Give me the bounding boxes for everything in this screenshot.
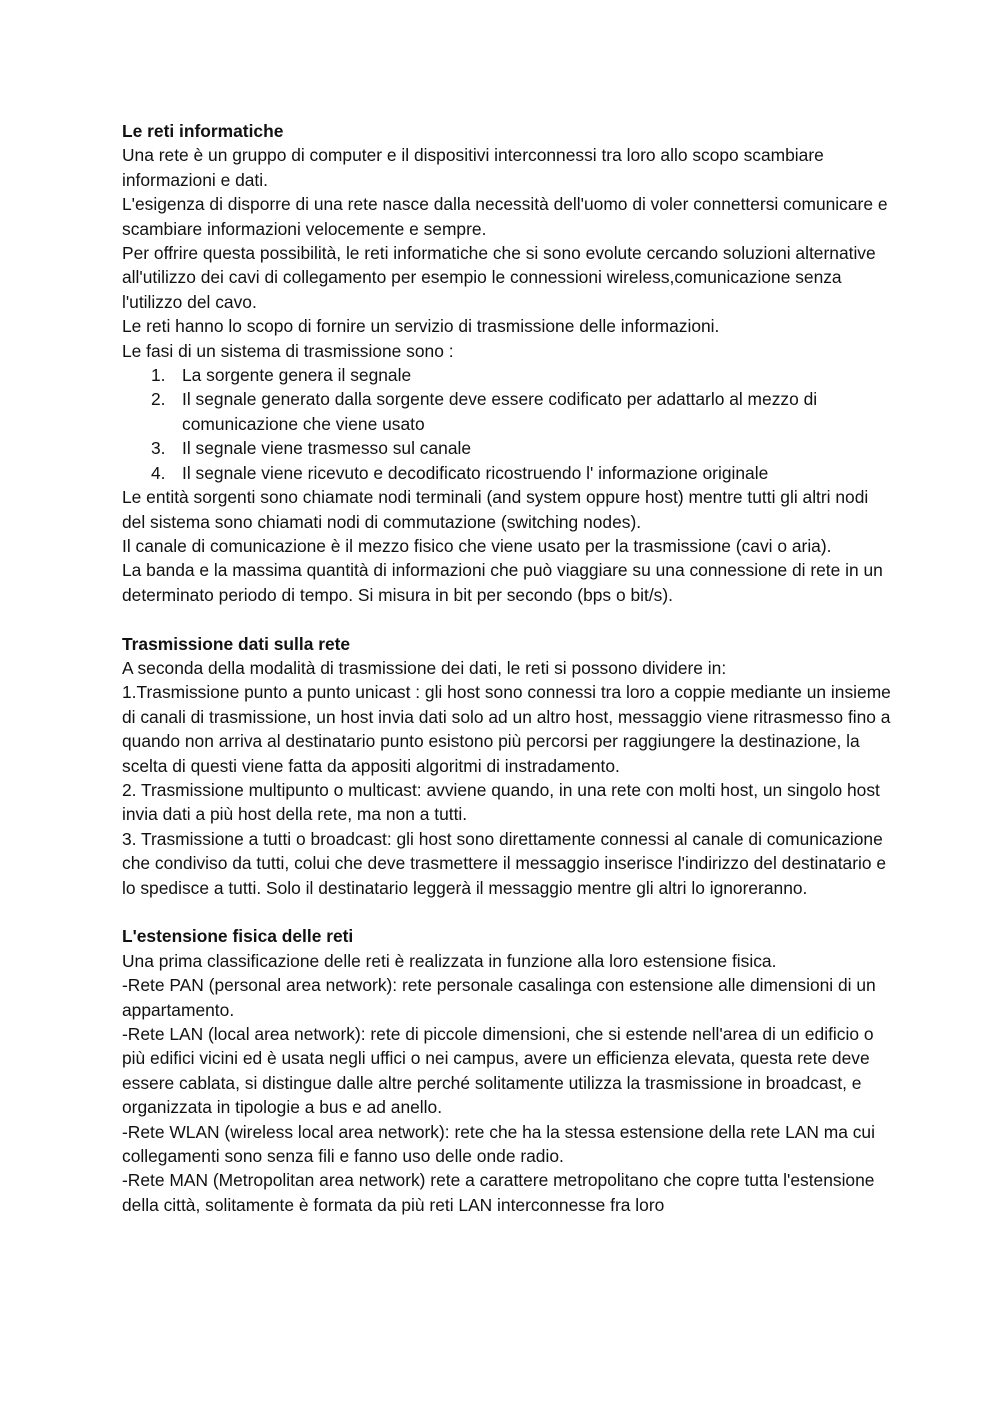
list-item (122, 461, 892, 485)
paragraph: 1.Trasmissione punto a punto unicast : gli host sono connessi tra loro a coppie mediante un insieme di canali di trasmissione, un host invia dati solo ad un altro host, messaggio viene ritrasmesso fino a quando non arriva al destinatario punto esistono più percorsi per raggiungere la destinazione, la scelta di questi viene fatta da appositi algoritmi di instradamento. (122, 682, 891, 776)
paragraph: 2. Trasmissione multipunto o multicast: avviene quando, in una rete con molti host, un singolo host invia dati a più host della rete, ma non a tutti. (122, 779, 880, 825)
paragraph: 3. Trasmissione a tutti o broadcast: gli host sono direttamente connessi al canale di comunicazione che condiviso da tutti, colui che deve trasmettere il messaggio inserisce l'indirizzo del destinatario e lo spedisce a tutti. Solo il destinatario leggerà il messaggio mentre gli altri lo ignoreranno. (122, 828, 887, 898)
list-item (122, 436, 892, 460)
paragraph: -Rete MAN (Metropolitan area network) rete a carattere metropolitano che copre tutta l'estensione della città, solitamente è formata da più reti LAN interconnesse fra loro (122, 1170, 875, 1215)
list-item (122, 363, 892, 387)
paragraph: Le reti hanno lo scopo di fornire un servizio di trasmissione delle informazioni. (122, 316, 720, 337)
list-item-number: 2. (151, 389, 166, 410)
transmission-steps-list (122, 363, 892, 485)
section-spacer (122, 607, 892, 631)
section-heading-estensione-fisica: L'estensione fisica delle reti (122, 926, 354, 947)
list-item (122, 387, 892, 436)
paragraph: Il canale di comunicazione è il mezzo fisico che viene usato per la trasmissione (cavi o aria). (122, 535, 832, 556)
paragraph: Per offrire questa possibilità, le reti informatiche che si sono evolute cercando soluzioni alternative all'utilizzo dei cavi di collegamento per esempio le connessioni wireless,comunicazione senza l'utilizzo del cavo. (122, 243, 876, 312)
list-item-text: La sorgente genera il segnale (182, 365, 412, 386)
list-item-number: 3. (151, 438, 166, 459)
document-page (122, 119, 892, 1217)
paragraph: A seconda della modalità di trasmissione dei dati, le reti si possono dividere in: (122, 657, 727, 678)
paragraph: -Rete LAN (local area network): rete di piccole dimensioni, che si estende nell'area di un edificio o più edifici vicini ed è usata negli uffici o nei campus, avere un efficienza elevata, questa rete deve essere cablata, si distingue dalle altre perché solitamente utilizza la trasmissione in broadcast, e organizzata in tipologie a bus e ad anello. (122, 1024, 874, 1118)
paragraph: L'esigenza di disporre di una rete nasce dalla necessità dell'uomo di voler connettersi comunicare e scambiare informazioni velocemente e sempre. (122, 194, 888, 239)
list-item-number: 1. (151, 365, 166, 386)
section-heading-trasmissione-dati: Trasmissione dati sulla rete (122, 633, 351, 654)
paragraph: -Rete PAN (personal area network): rete personale casalinga con estensione alle dimensioni di un appartamento. (122, 975, 876, 1020)
paragraph: La banda e la massima quantità di informazioni che può viaggiare su una connessione di rete in un determinato periodo di tempo. Si misura in bit per secondo (bps o bit/s). (122, 560, 883, 605)
list-item-text: Il segnale viene ricevuto e decodificato ricostruendo l' informazione originale (182, 462, 769, 483)
list-item-text: Il segnale generato dalla sorgente deve essere codificato per adattarlo al mezzo di comunicazione che viene usato (182, 389, 818, 434)
paragraph: Le entità sorgenti sono chiamate nodi terminali (and system oppure host) mentre tutti gli altri nodi del sistema sono chiamati nodi di commutazione (switching nodes). (122, 487, 869, 532)
list-item-number: 4. (151, 462, 166, 483)
paragraph: Una prima classificazione delle reti è realizzata in funzione alla loro estensione fisica. (122, 950, 777, 971)
paragraph: Le fasi di un sistema di trasmissione sono : (122, 340, 454, 361)
section-spacer (122, 900, 892, 924)
list-item-text: Il segnale viene trasmesso sul canale (182, 438, 472, 459)
section-heading-reti-informatiche: Le reti informatiche (122, 121, 284, 141)
paragraph: Una rete è un gruppo di computer e il dispositivi interconnessi tra loro allo scopo scambiare informazioni e dati. (122, 145, 824, 190)
paragraph: -Rete WLAN (wireless local area network): rete che ha la stessa estensione della rete LAN ma cui collegamenti sono senza fili e fanno uso delle onde radio. (122, 1121, 875, 1167)
